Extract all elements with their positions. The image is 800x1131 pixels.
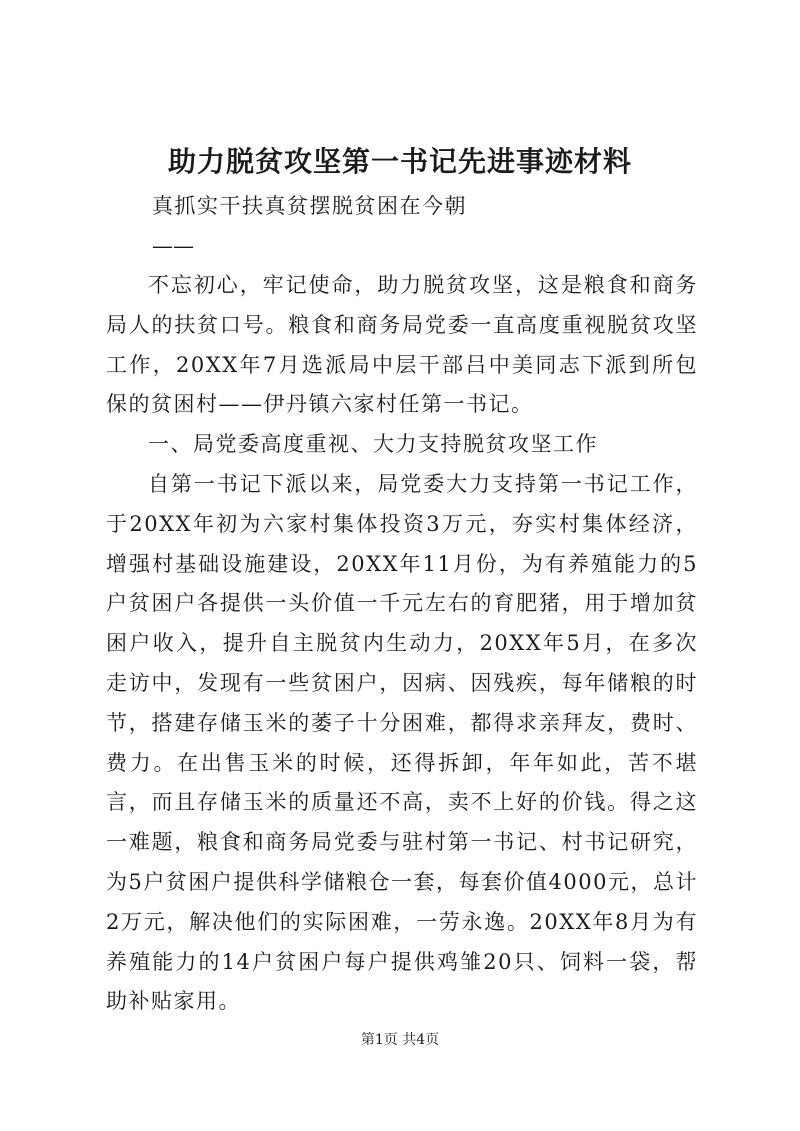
subtitle-dash: —— xyxy=(152,234,194,258)
document-subtitle: 真抓实干扶真贫摆脱贫困在今朝 xyxy=(152,194,467,218)
document-body xyxy=(106,266,698,1022)
section-heading: 一、局党委高度重视、大力支持脱贫攻坚工作 xyxy=(148,432,598,457)
document-title: 助力脱贫攻坚第一书记先进事迹材料 xyxy=(167,145,632,178)
paragraph-intro: 不忘初心，牢记使命，助力脱贫攻坚，这是粮食和商务局人的扶贫口号。粮食和商务局党委一直高度重视脱贫攻坚工作，20XX年7月选派局中层干部吕中美同志下派到所包保的贫困村——伊丹镇六家村任第一书记。 xyxy=(106,273,698,417)
paragraph-section-1: 自第一书记下派以来，局党委大力支持第一书记工作，于20XX年初为六家村集体投资3万元，夯实村集体经济，增强村基础设施建设，20XX年11月份，为有养殖能力的5户贫困户各提供一头价值一千元左右的育肥猪，用于增加贫困户收入，提升自主脱贫内生动力，20XX年5月，在多次走访中，发现有一些贫困户，因病、因残疾，每年储粮的时节，搭建存储玉米的萎子十分困难，都得求亲拜友，费时、费力。在出售玉米的时候，还得拆卸，年年如此，苦不堪言，而且存储玉米的质量还不高，卖不上好的价钱。得之这一难题，粮食和商务局党委与驻村第一书记、村书记研究，为5户贫困户提供科学储粮仓一套，每套价值4000元，总计2万元，解决他们的实际困难，一劳永逸。20XX年8月为有养殖能力的14户贫困户每户提供鸡雏20只、饲料一袋，帮助补贴家用。 xyxy=(106,471,698,1014)
page-footer: 第1页 共4页 xyxy=(360,1032,440,1048)
